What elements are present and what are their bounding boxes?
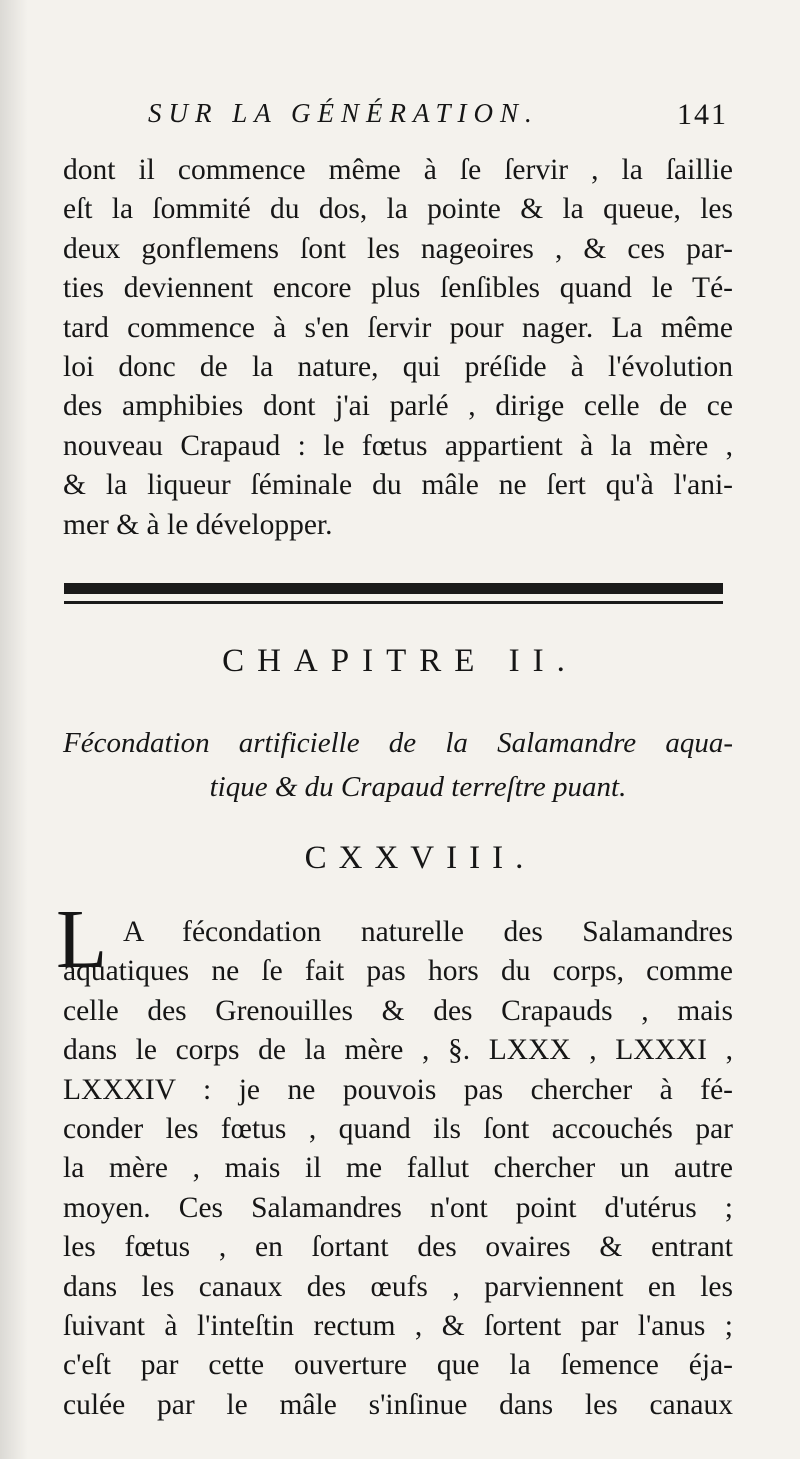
text-line: loi donc de la nature, qui préſide à l'évolution (63, 350, 733, 383)
chapter-subtitle-line-2: tique & du Crapaud terreſtre puant. (209, 771, 627, 803)
text-line: la mère , mais il me fallut chercher un autre (63, 1152, 733, 1185)
text-line: dans les canaux des œufs , parviennent en les (63, 1270, 733, 1303)
text-line: moyen. Ces Salamandres n'ont point d'utérus ; (63, 1191, 733, 1224)
chapter-subtitle-line-1: Fécondation artificielle de la Salamandre aqua- (63, 727, 733, 759)
text-line: nouveau Crapaud : le fœtus appartient à la mère , (63, 429, 733, 462)
section-heading: CXXVIII. (304, 840, 536, 876)
text-line: dont il commence même à ſe ſervir , la ſaillie (63, 154, 733, 186)
text-line: eſt la ſommité du dos, la pointe & la queue, les (63, 193, 733, 226)
text-line: aquatiques ne ſe fait pas hors du corps, comme (63, 955, 733, 988)
paragraph-continuation (63, 151, 733, 545)
text-line: conder les fœtus , quand ils ſont accouchés par (63, 1112, 733, 1145)
chapter-heading: CHAPITRE II. (222, 643, 578, 679)
text-line: mer & à le développer. (63, 508, 333, 541)
drop-cap: L (56, 893, 108, 986)
running-head-title: SUR LA GÉNÉRATION. (148, 98, 539, 128)
text-line: ſuivant à l'inteſtin rectum , & ſortent par l'anus ; (63, 1309, 733, 1342)
paragraph-section (63, 913, 733, 1425)
text-line: culée par le mâle s'inſinue dans les canaux (63, 1388, 733, 1421)
running-head (148, 98, 728, 138)
chapter-rule-thin (64, 601, 723, 604)
page-number: 141 (677, 98, 728, 131)
text-line: les fœtus , en ſortant des ovaires & entrant (63, 1231, 733, 1264)
text-line: deux gonflemens ſont les nageoires , & ces par- (63, 232, 733, 265)
text-line: tard commence à s'en ſervir pour nager. La même (63, 311, 733, 344)
text-line: LXXXIV : je ne pouvois pas chercher à fé- (63, 1073, 733, 1106)
chapter-rule-thick (64, 583, 723, 594)
text-line: & la liqueur ſéminale du mâle ne ſert qu'à l'ani- (63, 469, 733, 502)
text-line: A fécondation naturelle des Salamandres (123, 916, 733, 948)
text-line: dans le corps de la mère , §. LXXX , LXXXI , (63, 1034, 733, 1067)
text-line: celle des Grenouilles & des Crapauds , mais (63, 994, 733, 1027)
text-line: c'eſt par cette ouverture que la ſemence éja- (63, 1349, 733, 1382)
text-line: des amphibies dont j'ai parlé , dirige celle de ce (63, 390, 733, 423)
text-line: ties deviennent encore plus ſenſibles quand le Té- (63, 272, 733, 305)
